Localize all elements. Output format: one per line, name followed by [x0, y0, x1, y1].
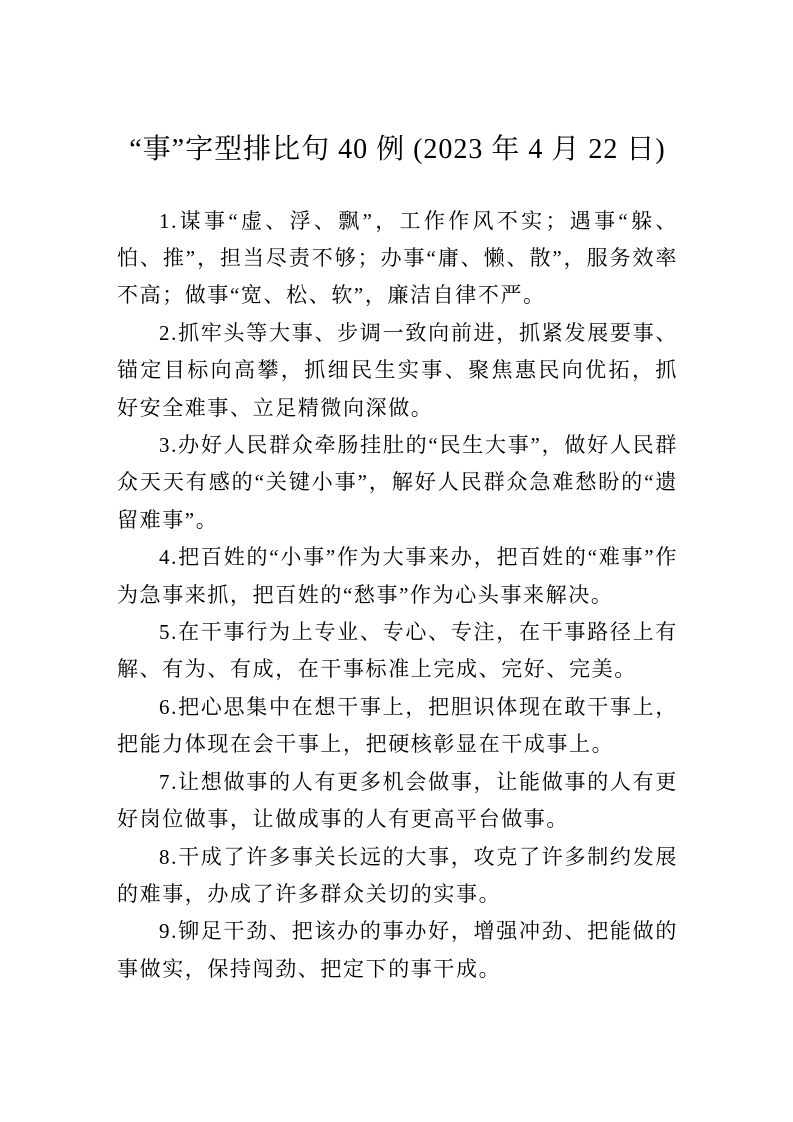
paragraph-3: 3.办好人民群众牵肠挂肚的“民生大事”，做好人民群众天天有感的“关键小事”，解好人民群众急难愁盼的“遗留难事”。 — [117, 433, 678, 532]
document-title: “事”字型排比句 40 例 (2023 年 4 月 22 日) — [129, 134, 666, 165]
paragraph-2: 2.抓牢头等大事、步调一致向前进，抓紧发展要事、锚定目标向高攀，抓细民生实事、聚焦惠民向优拓，抓好安全难事、立足精微向深做。 — [117, 320, 678, 420]
paragraph-9: 9.铆足干劲、把该办的事办好，增强冲劲、把能做的事做实，保持闯劲、把定下的事干成。 — [117, 919, 678, 981]
paragraph-7: 7.让想做事的人有更多机会做事，让能做事的人有更好岗位做事，让做成事的人有更高平台做事。 — [117, 769, 678, 832]
paragraph-4: 4.把百姓的“小事”作为大事来办，把百姓的“难事”作为急事来抓，把百姓的“愁事”作为心头事来解决。 — [117, 545, 678, 607]
paragraph-6: 6.把心思集中在想干事上，把胆识体现在敢干事上，把能力体现在会干事上，把硬核彰显在干成事上。 — [117, 694, 678, 757]
document-body — [117, 203, 678, 989]
paragraph-1: 1.谋事“虚、浮、飘”，工作作风不实；遇事“躲、怕、推”，担当尽责不够；办事“庸、懒、散”，服务效率不高；做事“宽、松、软”，廉洁自律不严。 — [117, 208, 678, 308]
paragraph-5: 5.在干事行为上专业、专心、专注，在干事路径上有解、有为、有成，在干事标准上完成、完好、完美。 — [117, 620, 678, 682]
paragraph-8: 8.干成了许多事关长远的大事，攻克了许多制约发展的难事，办成了许多群众关切的实事。 — [117, 844, 678, 906]
